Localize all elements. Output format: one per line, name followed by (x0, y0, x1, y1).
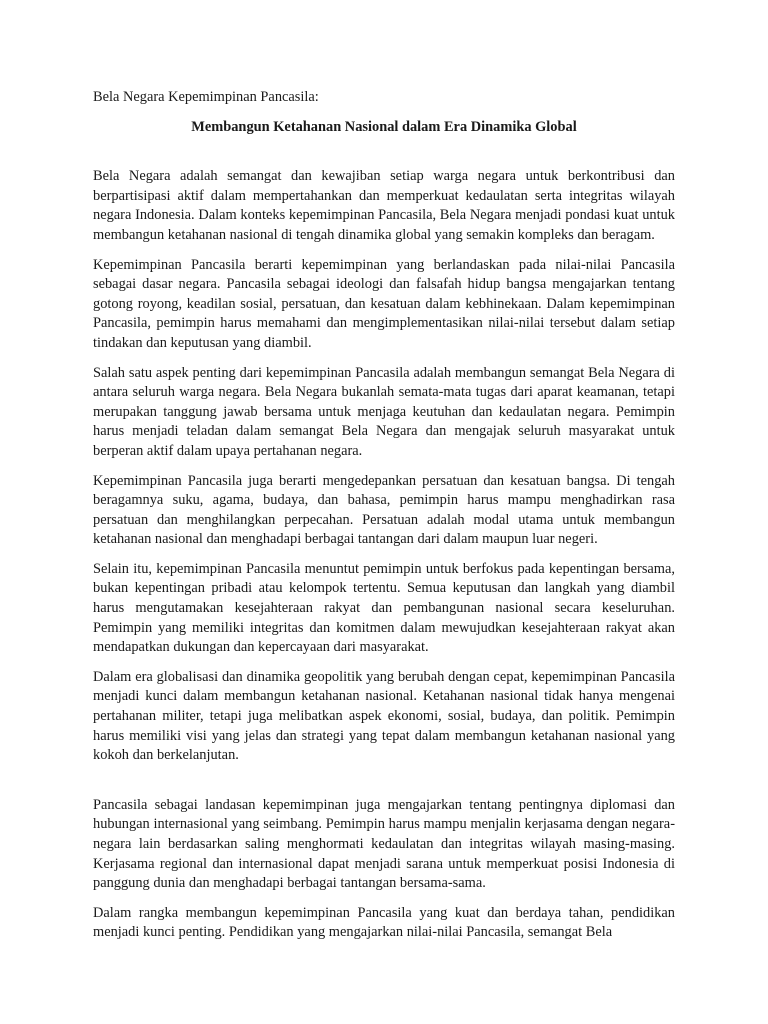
paragraph-semangat-bela-negara: Salah satu aspek penting dari kepemimpinan Pancasila adalah membangun semangat Bela Negara di antara seluruh warga negara. Bela Negara bukanlah semata-mata tugas dari aparat keamanan, tetapi merupakan tanggung jawab bersama untuk menjaga keutuhan dan kedaulatan negara. Pemimpin harus menjadi teladan dalam semangat Bela Negara dan mengajak seluruh masyarakat untuk berperan aktif dalam upaya pertahanan negara. (93, 364, 675, 459)
document-body (93, 88, 675, 953)
document-heading: Bela Negara Kepemimpinan Pancasila: (93, 89, 319, 105)
paragraph-bela-negara: Bela Negara adalah semangat dan kewajiban setiap warga negara untuk berkontribusi dan berpartisipasi aktif dalam mempertahankan dan memperkuat kedaulatan serta integritas wilayah negara Indonesia. Dalam konteks kepemimpinan Pancasila, Bela Negara menjadi pondasi kuat untuk membangun ketahanan nasional di tengah dinamika global yang semakin kompleks dan beragam. (93, 168, 675, 243)
paragraph-kepemimpinan-pancasila: Kepemimpinan Pancasila berarti kepemimpinan yang berlandaskan pada nilai-nilai Pancasila sebagai dasar negara. Pancasila sebagai ideologi dan falsafah hidup bangsa mengajarkan tentang gotong royong, keadilan sosial, persatuan, dan kesatuan dalam kebhinekaan. Dalam kepemimpinan Pancasila, pemimpin harus memahami dan mengimplementasikan nilai-nilai tersebut dalam setiap tindakan dan keputusan yang diambil. (93, 256, 675, 351)
paragraph-kepentingan-bersama: Selain itu, kepemimpinan Pancasila menuntut pemimpin untuk berfokus pada kepentingan bersama, bukan kepentingan pribadi atau kelompok tertentu. Semua keputusan dan langkah yang diambil harus mengutamakan kesejahteraan rakyat dan pembangunan nasional secara keseluruhan. Pemimpin yang memiliki integritas dan komitmen dalam mewujudkan kesejahteraan rakyat akan mendapatkan dukungan dan kepercayaan dari masyarakat. (93, 560, 675, 656)
paragraph-pendidikan: Dalam rangka membangun kepemimpinan Pancasila yang kuat dan berdaya tahan, pendidikan menjadi kunci penting. Pendidikan yang mengajarkan nilai-nilai Pancasila, semangat Bela (93, 904, 675, 941)
paragraph-era-globalisasi: Dalam era globalisasi dan dinamika geopolitik yang berubah dengan cepat, kepemimpinan Pancasila menjadi kunci dalam membangun ketahanan nasional. Ketahanan nasional tidak hanya mengenai pertahanan militer, tetapi juga melibatkan aspek ekonomi, sosial, budaya, dan politik. Pemimpin harus memiliki visi yang jelas dan strategi yang tepat dalam membangun ketahanan nasional yang kokoh dan berkelanjutan. (93, 668, 675, 764)
document-subtitle: Membangun Ketahanan Nasional dalam Era Dinamika Global (191, 118, 577, 135)
paragraph-persatuan: Kepemimpinan Pancasila juga berarti mengedepankan persatuan dan kesatuan bangsa. Di tengah beragamnya suku, agama, budaya, dan bahasa, pemimpin harus mampu menghadirkan rasa persatuan dan menghilangkan perpecahan. Persatuan adalah modal utama untuk membangun ketahanan nasional dan menghadapi berbagai tantangan dari dalam maupun luar negeri. (93, 472, 675, 548)
paragraph-diplomasi: Pancasila sebagai landasan kepemimpinan juga mengajarkan tentang pentingnya diplomasi dan hubungan internasional yang seimbang. Pemimpin harus mampu menjalin kerjasama dengan negara-negara lain berdasarkan saling menghormati kedaulatan dan integritas wilayah masing-masing. Kerjasama regional dan internasional dapat menjadi sarana untuk memperkuat posisi Indonesia di panggung dunia dan menghadapi berbagai tantangan bersama-sama. (93, 796, 675, 892)
